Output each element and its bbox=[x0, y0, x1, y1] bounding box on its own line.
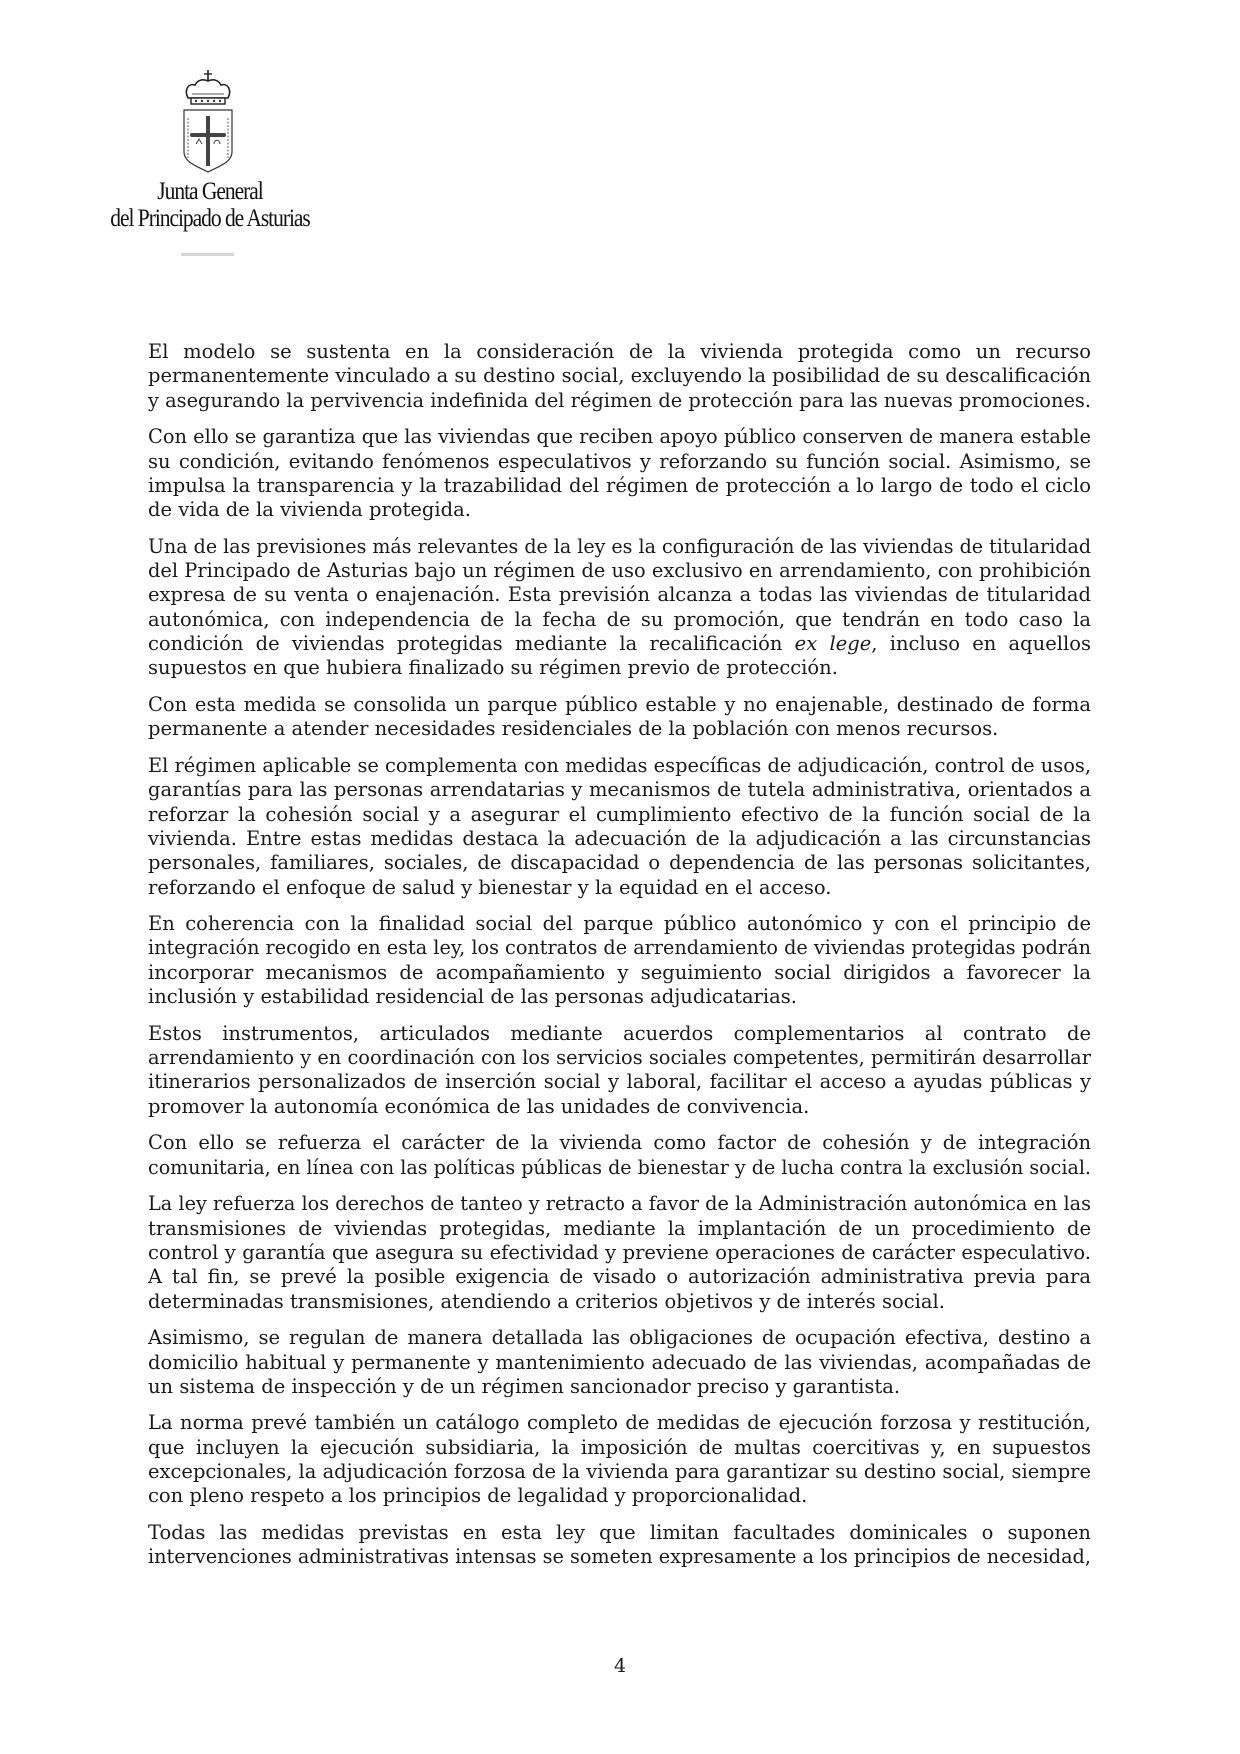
text-line: itinerarios personalizados de inserción social y laboral, facilitar el acceso a ayudas públicas y bbox=[148, 1070, 1091, 1094]
text-line: Una de las previsiones más relevantes de la ley es la configuración de las viviendas de titularidad bbox=[148, 534, 1091, 558]
coat-of-arms-icon bbox=[182, 68, 234, 174]
text-line: comunitaria, en línea con las políticas públicas de bienestar y de lucha contra la exclusión social. bbox=[148, 1155, 1091, 1179]
paragraph bbox=[148, 1521, 1091, 1570]
text-line: transmisiones de viviendas protegidas, mediante la implantación de un procedimiento de bbox=[148, 1216, 1091, 1240]
text-line: integración recogido en esta ley, los contratos de arrendamiento de viviendas protegidas podrán bbox=[148, 936, 1091, 960]
text-line: permanentemente vinculado a su destino social, excluyendo la posibilidad de su descalificación bbox=[148, 364, 1091, 388]
paragraph bbox=[148, 1326, 1091, 1399]
text-line: autonómica, con independencia de la fecha de su promoción, que tendrán en todo caso la bbox=[148, 607, 1091, 631]
text-line: En coherencia con la finalidad social del parque público autonómico y con el principio de bbox=[148, 912, 1091, 936]
paragraph bbox=[148, 1192, 1091, 1313]
document-body bbox=[148, 340, 1091, 1582]
text-line: que incluyen la ejecución subsidiaria, la imposición de multas coercitivas y, en supuestos bbox=[148, 1435, 1091, 1459]
logo-divider bbox=[181, 253, 234, 256]
text-line: determinadas transmisiones, atendiendo a criterios objetivos y de interés social. bbox=[148, 1289, 945, 1313]
paragraph bbox=[148, 425, 1091, 522]
institution-logo bbox=[80, 60, 340, 260]
text-line: del Principado de Asturias bajo un régimen de uso exclusivo en arrendamiento, con prohibición bbox=[148, 559, 1091, 583]
text-line: inclusión y estabilidad residencial de las personas adjudicatarias. bbox=[148, 985, 797, 1009]
paragraph bbox=[148, 912, 1091, 1009]
text-line: vivienda. Entre estas medidas destaca la adecuación de la adjudicación a las circunstancias bbox=[148, 826, 1091, 850]
text-line: de vida de la vivienda protegida. bbox=[148, 498, 471, 522]
logo-title-line2: del Principado de Asturias bbox=[110, 205, 310, 232]
text-line: El régimen aplicable se complementa con medidas específicas de adjudicación, control de usos, bbox=[148, 754, 1091, 778]
text-line: reforzando el enfoque de salud y bienestar y la equidad en el acceso. bbox=[148, 875, 832, 899]
text-line: control y garantía que asegura su efectividad y previene operaciones de carácter especulativo. bbox=[148, 1240, 1091, 1264]
page-number: 4 bbox=[613, 1655, 627, 1677]
logo-title-line1: Junta General bbox=[157, 178, 263, 205]
text-line: El modelo se sustenta en la consideración de la vivienda protegida como un recurso bbox=[148, 340, 1091, 363]
paragraph bbox=[148, 535, 1091, 681]
text-line: Estos instrumentos, articulados mediante acuerdos complementarios al contrato de bbox=[148, 1021, 1091, 1045]
text-line: promover la autonomía económica de las unidades de convivencia. bbox=[148, 1094, 810, 1118]
text-line: La ley refuerza los derechos de tanteo y retracto a favor de la Administración autonómica en las bbox=[148, 1192, 1091, 1216]
paragraph bbox=[148, 1131, 1091, 1180]
text-line: supuestos en que hubiera finalizado su régimen previo de protección. bbox=[148, 656, 838, 680]
paragraph bbox=[148, 1411, 1091, 1508]
text-line: garantías para las personas arrendatarias y mecanismos de tutela administrativa, orientados a bbox=[148, 778, 1091, 802]
text-line: excepcionales, la adjudicación forzosa de la vivienda para garantizar su destino social, siempre bbox=[148, 1460, 1091, 1484]
text-line: Todas las medidas previstas en esta ley que limitan facultades dominicales o suponen bbox=[148, 1521, 1091, 1545]
text-line: su condición, evitando fenómenos especulativos y reforzando su función social. Asimismo, se bbox=[148, 449, 1091, 473]
text-line: Asimismo, se regulan de manera detallada las obligaciones de ocupación efectiva, destino a bbox=[148, 1326, 1091, 1350]
text-line: A tal fin, se prevé la posible exigencia de visado o autorización administrativa previa para bbox=[148, 1265, 1091, 1289]
text-line: Con ello se garantiza que las viviendas que reciben apoyo público conserven de manera estable bbox=[148, 425, 1091, 449]
text-line: reforzar la cohesión social y a asegurar el cumplimiento efectivo de la función social de la bbox=[148, 802, 1091, 826]
text-line: Con ello se refuerza el carácter de la vivienda como factor de cohesión y de integración bbox=[148, 1131, 1091, 1155]
paragraph bbox=[148, 340, 1091, 413]
text-line: domicilio habitual y permanente y mantenimiento adecuado de las viviendas, acompañadas de bbox=[148, 1350, 1091, 1374]
text-line: personales, familiares, sociales, de discapacidad o dependencia de las personas solicitantes, bbox=[148, 851, 1091, 875]
text-line: incorporar mecanismos de acompañamiento y seguimiento social dirigidos a favorecer la bbox=[148, 960, 1091, 984]
text-line: condición de viviendas protegidas mediante la recalificación ex lege, incluso en aquellos bbox=[148, 632, 1091, 656]
text-line: intervenciones administrativas intensas se someten expresamente a los principios de necesidad, bbox=[148, 1545, 1091, 1569]
text-line: La norma prevé también un catálogo completo de medidas de ejecución forzosa y restitución, bbox=[148, 1411, 1091, 1435]
text-line: un sistema de inspección y de un régimen sancionador preciso y garantista. bbox=[148, 1374, 901, 1398]
paragraph bbox=[148, 754, 1091, 900]
text-line: arrendamiento y en coordinación con los servicios sociales competentes, permitirán desarrollar bbox=[148, 1046, 1091, 1070]
text-line: expresa de su venta o enajenación. Esta previsión alcanza a todas las viviendas de titularidad bbox=[148, 583, 1091, 607]
text-line: Con esta medida se consolida un parque público estable y no enajenable, destinado de forma bbox=[148, 693, 1091, 717]
paragraph bbox=[148, 1022, 1091, 1119]
text-line: impulsa la transparencia y la trazabilidad del régimen de protección a lo largo de todo el ciclo bbox=[148, 473, 1091, 497]
text-line: y asegurando la pervivencia indefinida del régimen de protección para las nuevas promociones. bbox=[148, 388, 1091, 412]
text-line: permanente a atender necesidades residenciales de la población con menos recursos. bbox=[148, 717, 999, 741]
text-line: con pleno respeto a los principios de legalidad y proporcionalidad. bbox=[148, 1484, 808, 1508]
paragraph bbox=[148, 693, 1091, 742]
